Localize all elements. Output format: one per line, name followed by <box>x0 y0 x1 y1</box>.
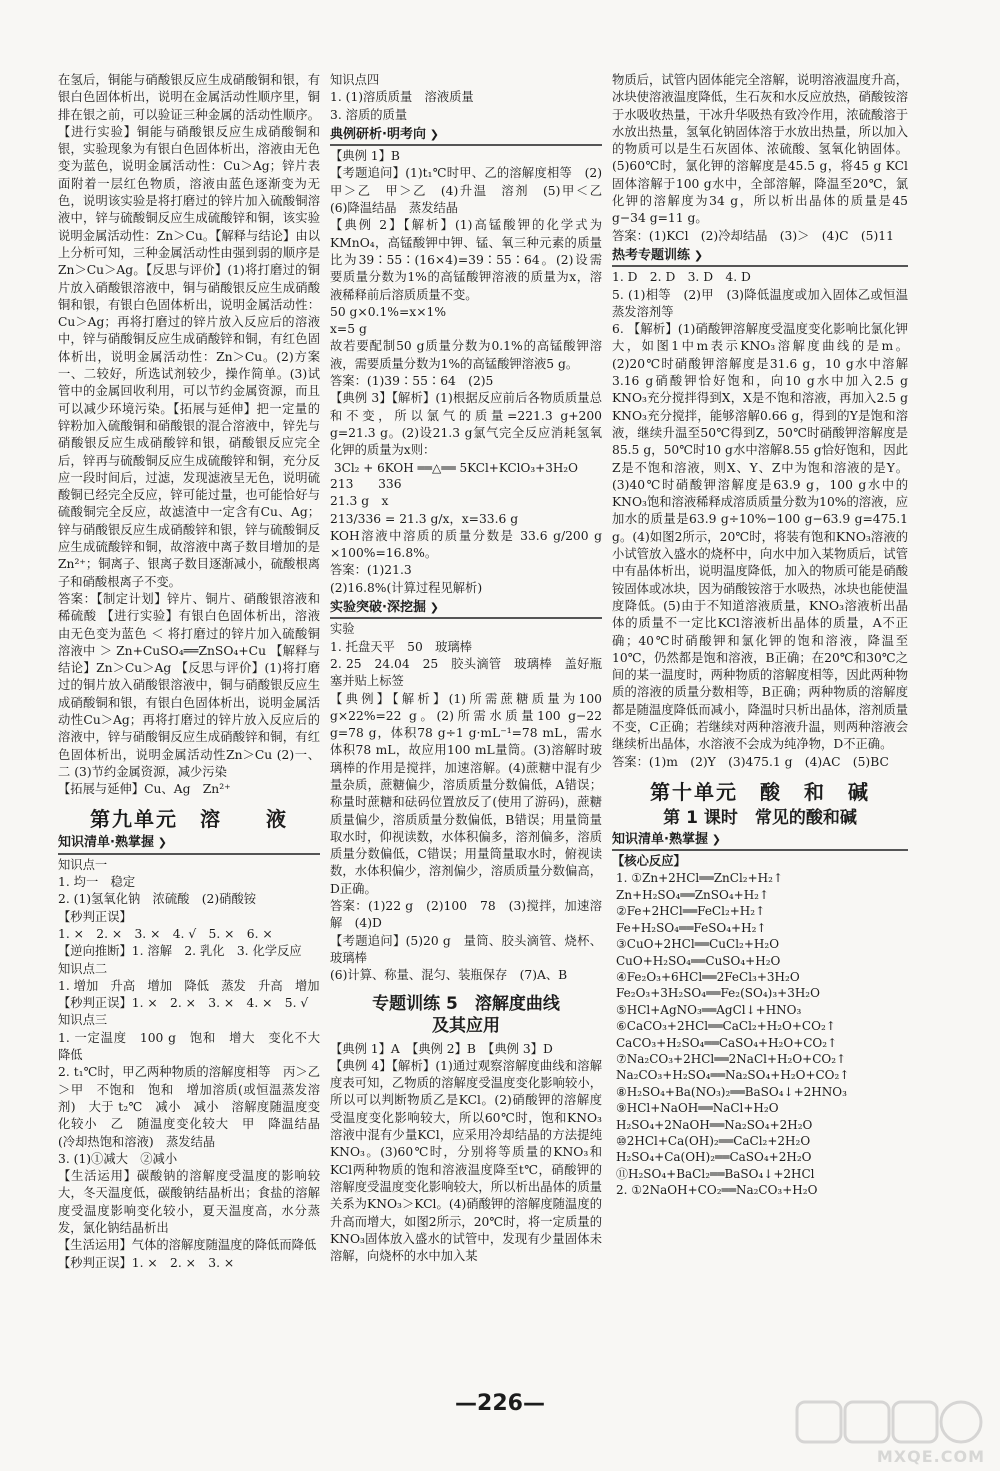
calc-line: 答案：(1)21.3 <box>330 563 412 578</box>
mid-line: x=5 g <box>330 322 367 337</box>
equation-line: ⑪H₂SO₄+BaCl₂══BaSO₄↓+2HCl <box>616 1166 815 1181</box>
equation-line: H₂SO₄+Ca(OH)₂══CaSO₄+2H₂O <box>616 1150 812 1165</box>
middle-column <box>330 72 615 1265</box>
left-line: 知识点三 <box>58 1013 108 1028</box>
mid-line: 50 g×0.1%=x×1% <box>330 304 447 319</box>
left-line: 1. 均一 稳定 <box>58 875 136 890</box>
equation-line: ⑧H₂SO₄+Ba(NO₃)₂══BaSO₄↓+2HNO₃ <box>616 1084 847 1099</box>
equation-line: ④Fe₂O₃+6HCl══2FeCl₃+3H₂O <box>616 969 800 984</box>
equation-line: Zn+H₂SO₄══ZnSO₄+H₂↑ <box>616 887 770 902</box>
equation-line: ⑤HCl+AgNO₃══AgCl↓+HNO₃ <box>616 1002 802 1017</box>
special-training-title <box>330 993 602 1037</box>
mid-line: 【典例】【解析】(1)所需蔗糖质量为100 g×22%=22 g。(2)所需水质量100 g−22 g=78 g，体积78 g÷1 g·mL⁻¹=78 mL，需水体积78 mL，故应用100 mL量筒。(3)溶解时玻璃棒的作用是搅拌，加速溶解。(4)蔗糖中混有少量杂质，蔗糖偏少，溶质质量分数偏低，A错误；称量时蔗糖和砝码位置放反了(使用了游码)，蔗糖质量偏少，溶质质量分数偏低，B错误；用量筒量取水时，仰视读数，水体积偏多，溶剂偏多，溶质质量分数偏低，C错误；用量筒量取水时，俯视读数，水体积偏少，溶剂偏少，溶质质量分数偏高，D正确。 <box>330 691 602 896</box>
unit-10-title: 第十单元 酸 和 碱 <box>650 779 870 804</box>
equation-line: CaCO₃+H₂SO₄══CaSO₄+H₂O+CO₂↑ <box>616 1035 838 1050</box>
left-line: 知识点二 <box>58 961 108 976</box>
equation-line: 2. ①2NaOH+CO₂══Na₂CO₃+H₂O <box>616 1183 818 1198</box>
mid-line: 【考题追问】(1)t₁℃时甲、乙的溶解度相等 (2)甲＞乙 甲＞乙 (4)升温 溶剂 (5)甲＜乙 (6)降温结晶 蒸发结晶 <box>330 166 615 216</box>
right-line: 5. (1)相等 (2)甲 (3)降低温度或加入固体乙或恒温蒸发溶剂等 <box>612 287 908 319</box>
equation-line: ⑥CaCO₃+2HCl══CaCl₂+H₂O+CO₂↑ <box>616 1019 836 1034</box>
left-line: 【秒判正误】 <box>58 909 132 924</box>
right-line: 答案：(1)m (2)Y (3)475.1 g (4)AC (5)BC <box>612 754 889 769</box>
equation-line: Fe₂O₃+3H₂SO₄══Fe₂(SO₄)₃+3H₂O <box>616 986 820 1001</box>
mid-line: 3. 溶质的质量 <box>330 107 408 122</box>
mid-line: 答案：(1)22 g (2)100 78 (3)搅拌，加速溶解 (4)D <box>330 899 602 931</box>
mid-line: 【典例 4】【解析】(1)通过观察溶解度曲线和溶解度表可知，乙物质的溶解度受温度变化影响较小，所以可以判断物质乙是KCl。(2)硝酸钾的溶解度受温度变化影响较大，所以60℃时，饱和KNO₃溶液中混有少量KCl，应采用冷却结晶的方法提纯KNO₃。(3)60℃时，分别将等质量的KNO₃和KCl两种物质的饱和溶液温度降至t℃，硝酸钾的溶解度受温度变化影响较大，所以析出晶体的质量关系为KNO₃＞KCl。(4)硝酸钾的溶解度随温度的升高而增大，如图2所示，20℃时，将一定质量的KNO₃固体放入盛水的试管中，发现有少量固体未溶解，向烧杯的水中加入某 <box>330 1058 602 1264</box>
mid-line: 【典例 1】A 【典例 2】B 【典例 3】D <box>330 1041 553 1056</box>
right-line: 答案：(1)KCl (2)冷却结晶 (3)＞ (4)C (5)11 <box>612 228 894 243</box>
left-line: 【秒判正误】1. × 2. × 3. × 4. × 5. √ <box>58 996 309 1011</box>
left-line: 1. 一定温度 100 g 饱和 增大 变化不大 降低 <box>58 1030 333 1063</box>
mid-line: 【典例 2】【解析】(1)高锰酸钾的化学式为KMnO₄，高锰酸钾中钾、锰、氧三种元素的质量比为39∶55∶(16×4)=39∶55∶64。(2)设需要质量分数为1%的高锰酸钾溶液的质量为x，溶液稀释前后溶质质量不变。 <box>330 218 602 302</box>
mid-line: 答案：(1)39∶55∶64 (2)5 <box>330 374 494 389</box>
calc-line: (2)16.8%(计算过程见解析) <box>330 580 483 595</box>
mid-line: 1. (1)溶质质量 溶液质量 <box>330 90 474 105</box>
calc-line: KOH溶液中溶质的质量分数是 33.6 g/200 g ×100%=16.8%。 <box>330 528 602 561</box>
left-line: 1. × 2. × 3. × 4. √ 5. × 6. × <box>58 926 273 941</box>
left-line: 知识点一 <box>58 857 108 872</box>
section-bar-experiment: 实验突破·深挖掘 ❯ <box>330 599 602 619</box>
equation-line: CuO+H₂SO₄══CuSO₄+H₂O <box>616 953 781 968</box>
page-number: —226— <box>455 1391 545 1416</box>
section-bar-knowledge-2: 知识清单·熟掌握 ❯ <box>612 831 908 851</box>
section-bar-knowledge: 知识清单·熟掌握 ❯ <box>58 834 320 854</box>
section-bar-hot-topics: 热考专题训练 ❯ <box>612 247 908 267</box>
left-paragraph-1: 在氢后，铜能与硝酸银反应生成硝酸铜和银，有银白色固体析出，说明在金属活动性顺序里，铜排在银之前，可以验证三种金属的活动性顺序。【进行实验】铜能与硝酸银反应生成硝酸铜和银，实验现象为有银白色固体析出，溶液由无色变为蓝色，说明金属活动性：Cu＞Ag；锌片表面附着一层红色物质，溶液由蓝色逐渐变为无色，说明该实验是将打磨过的锌片加入硫酸铜溶液中，锌与硫酸铜反应生成硫酸锌和铜，该实验说明金属活动性：Zn＞Cu。【解释与结论】由以上分析可知，三种金属活动性由强到弱的顺序是Zn＞Cu＞Ag。【反思与评价】(1)将打磨过的铜片放入硝酸银溶液中，铜与硝酸银反应生成硝酸铜和银，有银白色固体析出，说明金属活动性：Cu＞Ag；再将打磨过的锌片放入反应后的溶液中，锌与硝酸铜反应生成硝酸锌和铜，有红色固体析出，说明金属活动性：Zn＞Cu。(2)方案一、二较好，所选试剂较少，操作简单。(3)试管中的金属回收利用，可以节约金属资源，而且可以减少环境污染。【拓展与延伸】把一定量的锌粉加入硫酸铜和硝酸银的混合溶液中，锌先与硝酸银反应生成硝酸锌和银，硝酸银反应完全后，锌再与硫酸铜反应生成硫酸锌和铜，充分反应一段时间后，过滤，发现滤液呈无色，说明硫酸铜已经完全反应，锌可能过量，也可能恰好与硫酸铜完全反应，故滤渣中一定含有Cu、Ag；锌与硝酸银反应生成硝酸锌和银，锌与硫酸铜反应生成硫酸锌和铜，故溶液中离子数目增加的是Zn²⁺；铜离子、银离子数目逐渐减小，硫酸根离子和硝酸根离子不变。 <box>58 73 320 589</box>
left-line: 3. (1)①减大 ②减小 <box>58 1151 178 1166</box>
section-bar-typical-examples: 典例研析·明考向 ❯ <box>330 126 602 146</box>
mid-line: 2. 25 24.04 25 胶头滴管 玻璃棒 盖好瓶塞并贴上标签 <box>330 656 602 689</box>
lesson-1-title: 第 1 课时 常见的酸和碱 <box>663 807 857 828</box>
special-title-line-1: 专题训练 5 溶解度曲线 <box>372 993 560 1014</box>
left-line: 【逆向推断】1. 溶解 2. 乳化 3. 化学反应 <box>58 944 302 959</box>
mid-line: 【典例 3】【解析】(1)根据反应前后各物质质量总和不变，所以氯气的质量=221.3 g+200 g=21.3 g。(2)设21.3 g氯气完全反应消耗氢氧化钾的质量为x则： <box>330 391 602 458</box>
mid-line: 【典例 1】B <box>330 149 400 164</box>
watermark-logo <box>795 1400 985 1466</box>
mid-line: 故若要配制50 g质量分数为0.1%的高锰酸钾溶液，需要质量分数为1%的高锰酸钾溶液5 g。 <box>330 339 602 371</box>
left-line: 【生活运用】气体的溶解度随温度的降低而降低 <box>58 1238 317 1253</box>
mid-line: 1. 托盘天平 50 玻璃棒 <box>330 639 472 654</box>
equation-line: ②Fe+2HCl══FeCl₂+H₂↑ <box>616 904 766 919</box>
right-column <box>612 72 908 1199</box>
equation-line: Fe+H₂SO₄══FeSO₄+H₂↑ <box>616 920 767 935</box>
right-line: 6. 【解析】(1)硝酸钾溶解度受温度变化影响比氯化钾大，如图1中m表示KNO₃溶解度曲线的是m。(2)20℃时硝酸钾溶解度是31.6 g，10 g水中溶解3.16 g硝酸钾恰好饱和，向10 g水中加入2.5 g KNO₃充分搅拌得到X，X是不饱和溶液，再加入2.5 g KNO₃充分搅拌，能够溶解0.66 g，得到的Y是饱和溶液，继续升温至50℃得到Z，50℃时硝酸钾溶解度是85.5 g，50℃时10 g水中溶解8.55 g恰好饱和，因此Z是不饱和溶液，则X、Y、Z中为饱和溶液的是Y。(3)40℃时硝酸钾溶解度是63.9 g，100 g水中的KNO₃饱和溶液稀释成溶质质量分数为10%的溶液，应加水的质量是63.9 g÷10%−100 g−63.9 g=475.1 g。(4)如图2所示，20℃时，将装有饱和KNO₃溶液的小试管放入盛水的烧杯中，向水中加入某物质后，试管中有晶体析出，说明温度降低，加入的物质可能是硝酸铵固体或冰块，因为硝酸铵溶于水吸热，冰块也能使温度降低。(5)由于不知道溶液质量，KNO₃溶液析出晶体的质量不一定比KCl溶液析出晶体的质量，A不正确；40℃时硝酸钾和氯化钾的饱和溶液，降温至10℃，仍然都是饱和溶液，B正确；在20℃和30℃之间的某一温度时，两种物质的溶解度相等，因此两种物质的溶液的质量分数相等，B正确；两种物质的溶解度都是随温度降低而减小，降温时只析出晶体，溶剂质量不变，C正确；若继续对两种溶液升温，则两种溶液会继续析出晶体，水溶液不会成为纯净物，D不正确。 <box>612 322 908 752</box>
mid-line: 知识点四 <box>330 73 380 87</box>
calc-line: 213/336 = 21.3 g/x，x=33.6 g <box>330 511 519 526</box>
equation-line: ⑨HCl+NaOH══NaCl+H₂O <box>616 1101 779 1116</box>
left-column <box>58 72 333 1272</box>
left-line: 1. 增加 升高 增加 降低 蒸发 升高 增加 <box>58 978 320 993</box>
equation-line: ⑩2HCl+Ca(OH)₂══CaCl₂+2H₂O <box>616 1133 811 1148</box>
equation-line: 1. ①Zn+2HCl══ZnCl₂+H₂↑ <box>616 871 783 886</box>
left-line: 【秒判正误】1. × 2. × 3. × <box>58 1255 235 1270</box>
watermark-badge-icon <box>795 1400 985 1446</box>
reaction-equation: 3Cl₂ + 6KOH ══△══ 5KCl+KClO₃+3H₂O <box>334 460 578 475</box>
special-title-line-2: 及其应用 <box>432 1015 500 1036</box>
left-line: 2. (1)氢氧化钠 浓硫酸 (2)硝酸铵 <box>58 892 257 907</box>
mid-line: 【考题追问】(5)20 g 量筒、胶头滴管、烧杯、玻璃棒 <box>330 933 602 965</box>
left-paragraph-3: 【拓展与延伸】Cu、Ag Zn²⁺ <box>58 782 231 797</box>
calc-line: 21.3 g x <box>330 494 389 509</box>
equation-line: ⑦Na₂CO₃+2HCl══2NaCl+H₂O+CO₂↑ <box>616 1051 847 1066</box>
unit-9-title: 第九单元 溶 液 <box>90 807 288 832</box>
left-line: 2. t₁℃时，甲乙两种物质的溶解度相等 丙＞乙＞甲 不饱和 饱和 增加溶质(或恒温蒸发溶剂) 大于 t₂℃ 减小 减小 溶解度随温度变化较小 乙 随温度变化较大 甲 降温结晶(冷却热饱和溶液) 蒸发结晶 <box>58 1065 320 1149</box>
left-paragraph-2: 答案：【制定计划】锌片、铜片、硝酸银溶液和稀硫酸 【进行实验】有银白色固体析出，溶液由无色变为蓝色 ＜ 将打磨过的锌片加入硫酸铜溶液中 ＞ Zn+CuSO₄══ZnSO₄+Cu 【解释与结论】Zn＞Cu＞Ag 【反思与评价】(1)将打磨过的铜片放入硝酸银溶液中，铜与硝酸银反应生成硝酸铜和银，有银白色固体析出，说明金属活动性Cu＞Ag；再将打磨过的锌片放入反应后的溶液中，锌与硝酸铜反应生成硝酸锌和铜，有红色固体析出，说明金属活动性Zn＞Cu (2)一、二 (3)节约金属资源，减少污染 <box>58 591 320 779</box>
equation-line: H₂SO₄+2NaOH══Na₂SO₄+2H₂O <box>616 1117 813 1132</box>
mid-line: 实验 <box>330 622 355 637</box>
right-line: 物质后，试管内固体能完全溶解，说明溶液温度升高，冰块使溶液温度降低，生石灰和水反应放热，硝酸铵溶于水吸收热量，干冰升华吸热有致冷作用，浓硫酸溶于水放出热量，氢氧化钠固体溶于水放出热量，所以加入的物质可以是生石灰固体、浓硫酸、氢氧化钠固体。(5)60℃时，氯化钾的溶解度是45.5 g，将45 g KCl固体溶解于100 g水中，全部溶解，降温至20℃，氯化钾的溶解度为34 g，所以析出晶体的质量是45 g−34 g=11 g。 <box>612 73 908 226</box>
core-reaction-label: 【核心反应】 <box>612 854 686 869</box>
equation-line: ③CuO+2HCl══CuCl₂+H₂O <box>616 937 780 952</box>
calc-line: 213 336 <box>330 476 402 491</box>
left-line: 【生活运用】碳酸钠的溶解度受温度的影响较大，冬天温度低，碳酸钠结晶析出；食盐的溶解度受温度影响变化较小，夏天温度高，水分蒸发，氯化钠结晶析出 <box>58 1169 320 1235</box>
mid-line: (6)计算、称量、混匀、装瓶保存 (7)A、B <box>330 968 568 983</box>
equation-line: Na₂CO₃+H₂SO₄══Na₂SO₄+H₂O+CO₂↑ <box>616 1068 850 1083</box>
watermark-text: MXQE.COM <box>876 1447 985 1466</box>
right-line: 1. D 2. D 3. D 4. D <box>612 270 751 285</box>
